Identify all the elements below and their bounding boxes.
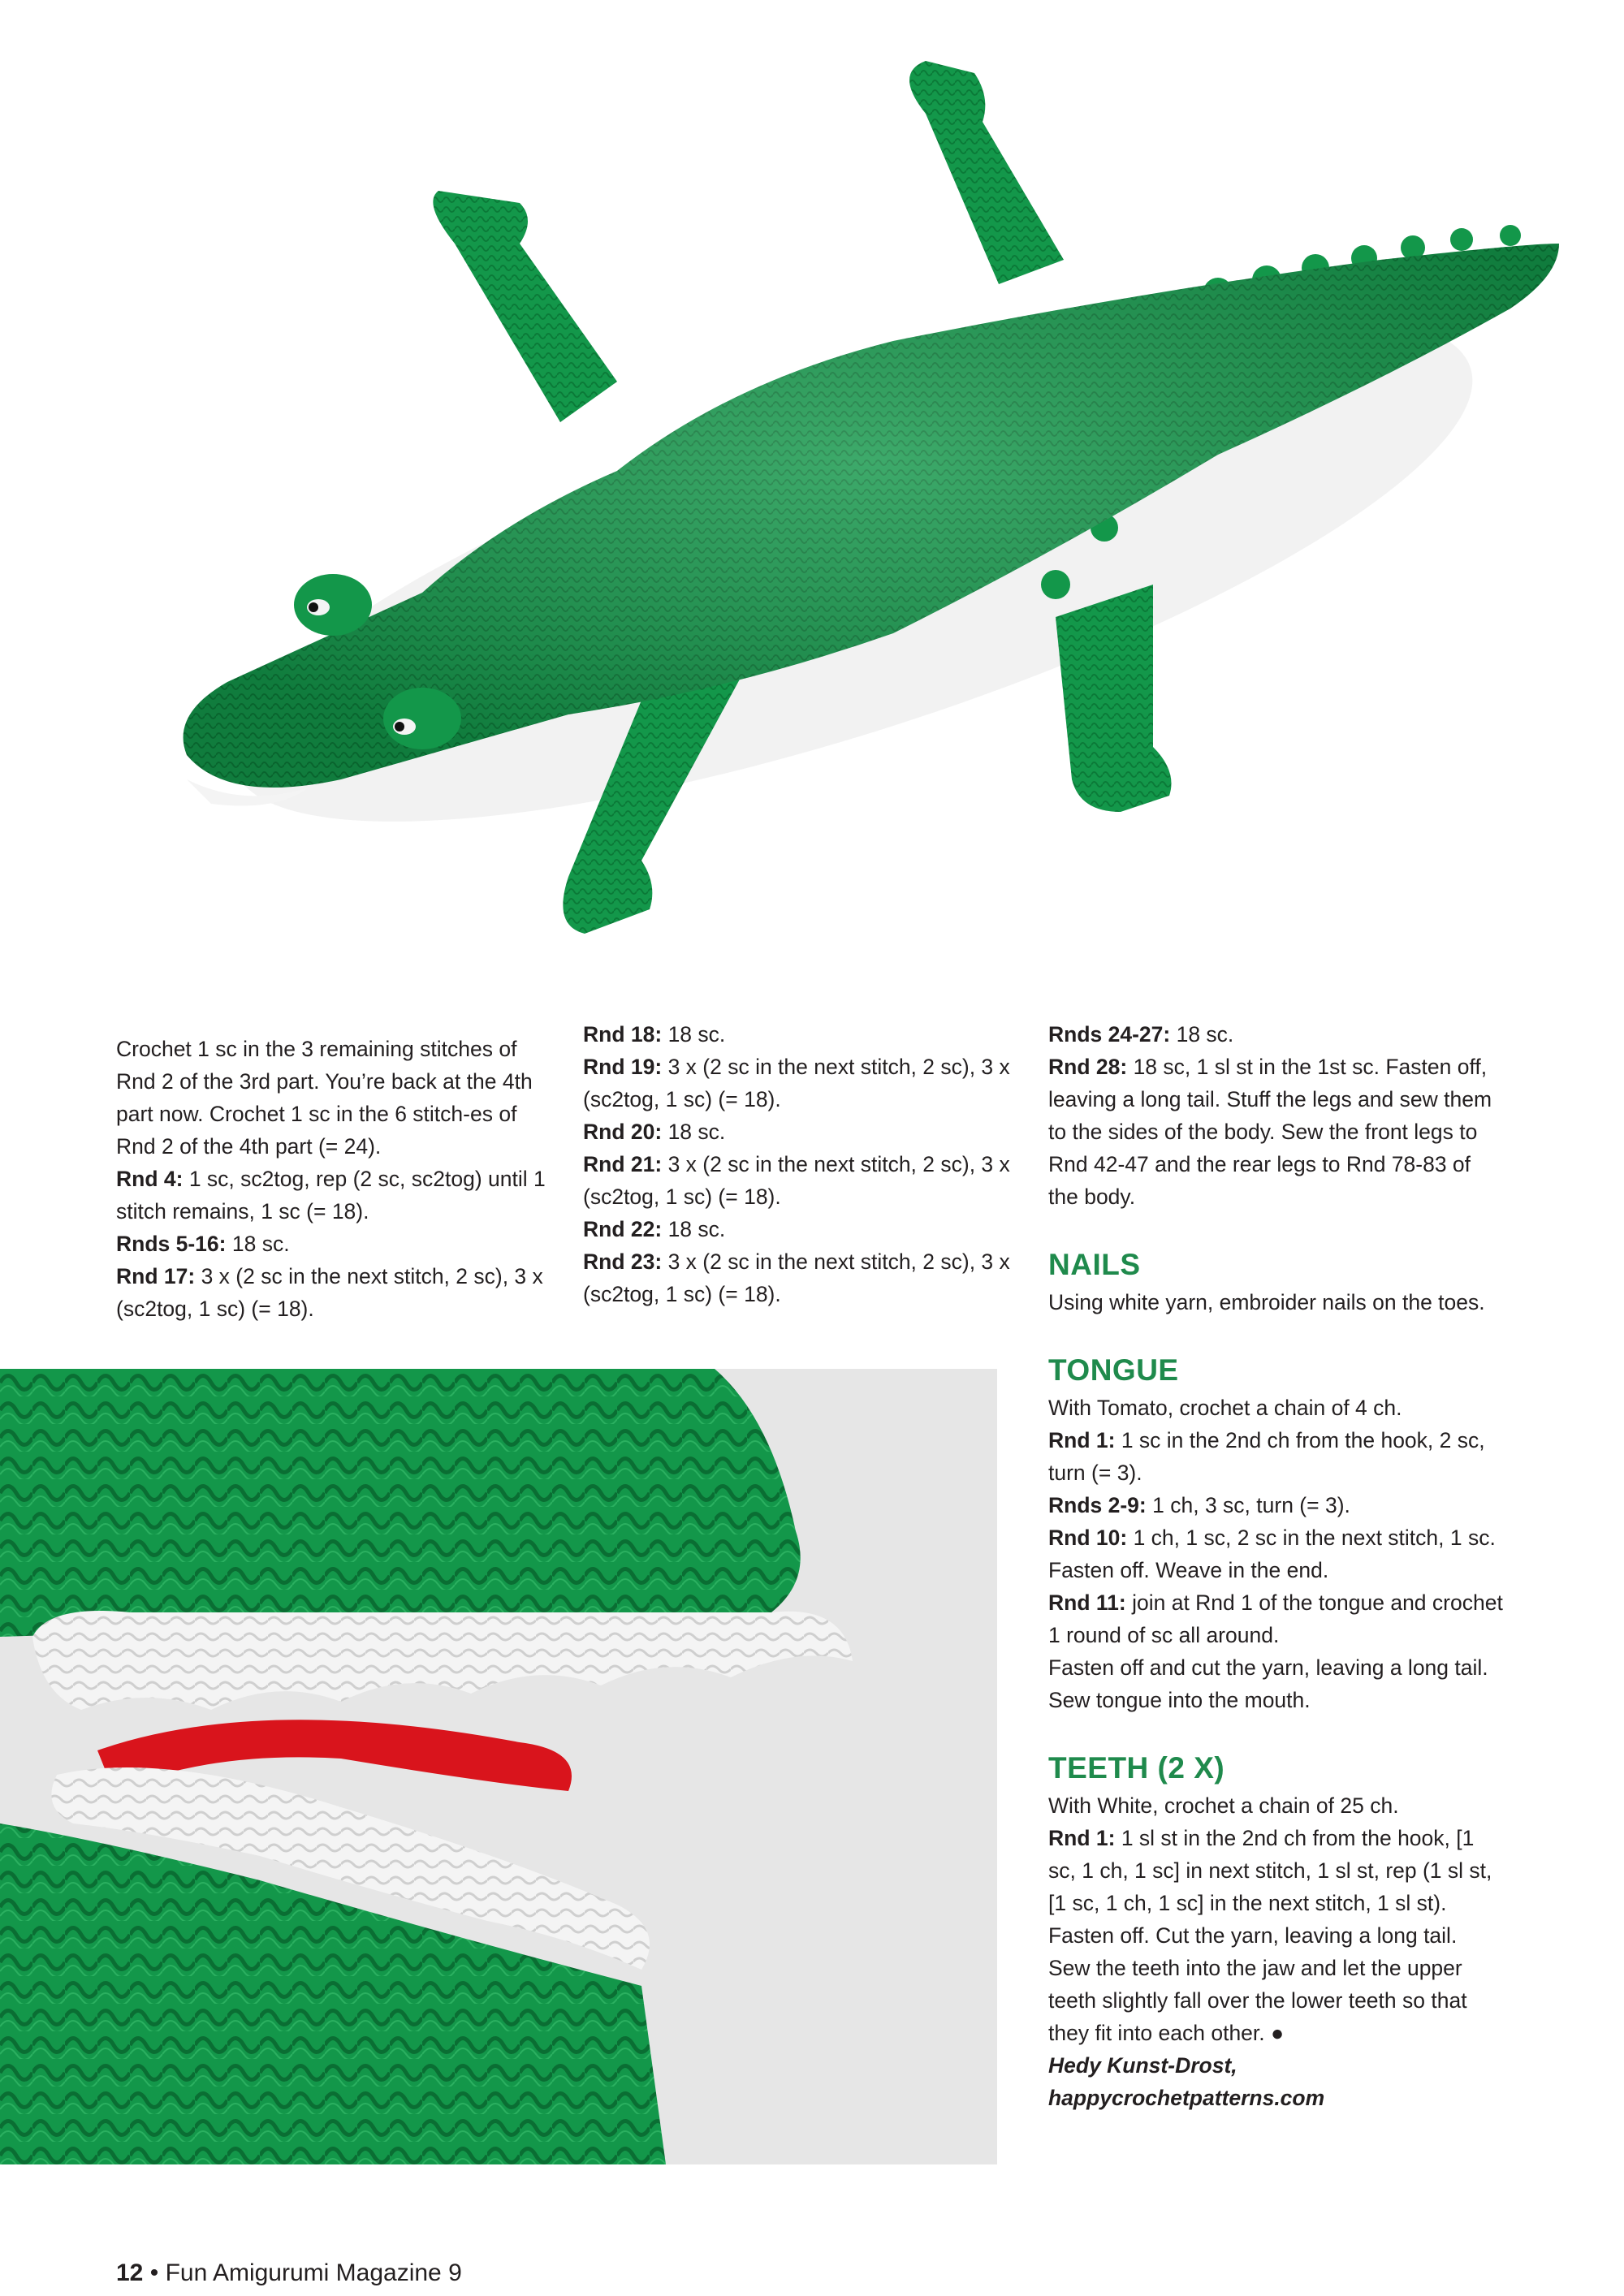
instruction-text: join at Rnd 1 of the tongue and crochet 1 round of sc all around.: [1048, 1590, 1503, 1647]
round-label: Rnd 4:: [116, 1167, 184, 1191]
page-number: 12: [116, 2259, 144, 2286]
instruction-line: [583, 1116, 1013, 1148]
instruction-line: [1048, 1489, 1503, 1521]
instruction-text: 3 x (2 sc in the next stitch, 2 sc), 3 x (sc2tog, 1 sc) (= 18).: [583, 1249, 1010, 1306]
instruction-line: [1048, 1919, 1503, 2049]
round-label: Rnd 23:: [583, 1249, 663, 1274]
round-label: Rnd 22:: [583, 1217, 663, 1241]
teeth-heading: TEETH (2 X): [1048, 1751, 1225, 1785]
instruction-text: 18 sc.: [667, 1217, 726, 1241]
instruction-line: [1048, 1651, 1503, 1716]
instruction-line: [116, 1033, 546, 1163]
instruction-text: 18 sc.: [1176, 1022, 1234, 1047]
footer-separator: •: [149, 2259, 159, 2286]
instruction-text: 18 sc.: [231, 1232, 290, 1256]
instruction-text: 1 ch, 3 sc, turn (= 3).: [1152, 1493, 1350, 1517]
instruction-text: 18 sc.: [667, 1022, 726, 1047]
instruction-text: Using white yarn, embroider nails on the toes.: [1048, 1290, 1485, 1314]
round-label: Rnd 17:: [116, 1264, 196, 1288]
page-footer: [116, 2259, 462, 2288]
round-label: Rnds 2-9:: [1048, 1493, 1147, 1517]
mouth-closeup-photo: [0, 1369, 997, 2164]
magazine-name: Fun Amigurumi Magazine 9: [165, 2259, 462, 2286]
instruction-text: 18 sc.: [667, 1120, 726, 1144]
instruction-text: Fasten off. Cut the yarn, leaving a long tail. Sew the teeth into the jaw and let the upper teeth slightly fall over the lower teeth so that they fit into each other.: [1048, 1923, 1467, 2045]
instruction-line: [1048, 1789, 1503, 1822]
round-label: Rnds 5-16:: [116, 1232, 227, 1256]
instruction-text: With Tomato, crochet a chain of 4 ch.: [1048, 1396, 1402, 1420]
crocodile-photo: [0, 0, 1624, 982]
instruction-text: 3 x (2 sc in the next stitch, 2 sc), 3 x (sc2tog, 1 sc) (= 18).: [583, 1055, 1010, 1111]
nails-heading: NAILS: [1048, 1248, 1141, 1281]
instruction-line: [583, 1213, 1013, 1245]
instruction-line: [1048, 1424, 1503, 1489]
instruction-text: Fasten off and cut the yarn, leaving a long tail. Sew tongue into the mouth.: [1048, 1655, 1488, 1712]
instruction-line: [1048, 1018, 1503, 1051]
instruction-line: [116, 1260, 546, 1325]
tongue-heading: TONGUE: [1048, 1353, 1179, 1387]
instruction-line: [1048, 1286, 1503, 1318]
upper-jaw: [0, 1369, 801, 1637]
round-label: Rnd 1:: [1048, 1826, 1116, 1850]
author-name: Hedy Kunst-Drost,: [1048, 2053, 1237, 2078]
round-label: Rnd 28:: [1048, 1055, 1128, 1079]
text-column-1: [116, 1033, 546, 1325]
text-column-3: [1048, 1018, 1503, 2114]
round-label: Rnd 11:: [1048, 1590, 1126, 1615]
round-label: Rnd 19:: [583, 1055, 663, 1079]
instruction-line: [1048, 1822, 1503, 1919]
round-label: Rnd 21:: [583, 1152, 663, 1176]
instruction-line: [116, 1163, 546, 1228]
instruction-line: [1048, 1586, 1503, 1651]
instruction-line: [583, 1051, 1013, 1116]
instruction-text: 1 sc, sc2tog, rep (2 sc, sc2tog) until 1 stitch remains, 1 sc (= 18).: [116, 1167, 546, 1224]
text-column-2: [583, 1018, 1013, 1310]
instruction-text: 3 x (2 sc in the next stitch, 2 sc), 3 x (sc2tog, 1 sc) (= 18).: [583, 1152, 1010, 1209]
instruction-line: [583, 1148, 1013, 1213]
instruction-line: [1048, 1521, 1503, 1586]
end-mark: ●: [1271, 2021, 1285, 2045]
round-label: Rnd 20:: [583, 1120, 663, 1144]
instruction-text: Crochet 1 sc in the 3 remaining stitches of Rnd 2 of the 3rd part. You’re back at the 4th part now. Crochet 1 sc in the 6 stitch-es of Rnd 2 of the 4th part (= 24).: [116, 1037, 533, 1159]
round-label: Rnds 24-27:: [1048, 1022, 1171, 1047]
round-label: Rnd 1:: [1048, 1428, 1116, 1452]
author-website: happycrochetpatterns.com: [1048, 2086, 1325, 2110]
instruction-text: 1 sl st in the 2nd ch from the hook, [1 sc, 1 ch, 1 sc] in next stitch, 1 sl st, rep (1 sl st, [1 sc, 1 ch, 1 sc] in the next stitch, 1 sl st).: [1048, 1826, 1492, 1915]
instruction-text: 18 sc, 1 sl st in the 1st sc. Fasten off, leaving a long tail. Stuff the legs and sew them to the sides of the body. Sew the front legs to Rnd 42-47 and the rear legs to Rnd 78-83 of the body.: [1048, 1055, 1492, 1209]
instruction-text: 1 sc in the 2nd ch from the hook, 2 sc, turn (= 3).: [1048, 1428, 1485, 1485]
round-label: Rnd 10:: [1048, 1526, 1128, 1550]
instruction-line: [1048, 1392, 1503, 1424]
instruction-line: [1048, 1051, 1503, 1213]
instruction-line: [116, 1228, 546, 1260]
instruction-text: With White, crochet a chain of 25 ch.: [1048, 1793, 1399, 1818]
instruction-text: 3 x (2 sc in the next stitch, 2 sc), 3 x (sc2tog, 1 sc) (= 18).: [116, 1264, 543, 1321]
round-label: Rnd 18:: [583, 1022, 663, 1047]
instruction-line: [583, 1018, 1013, 1051]
instruction-line: [583, 1245, 1013, 1310]
instruction-text: 1 ch, 1 sc, 2 sc in the next stitch, 1 sc. Fasten off. Weave in the end.: [1048, 1526, 1496, 1582]
